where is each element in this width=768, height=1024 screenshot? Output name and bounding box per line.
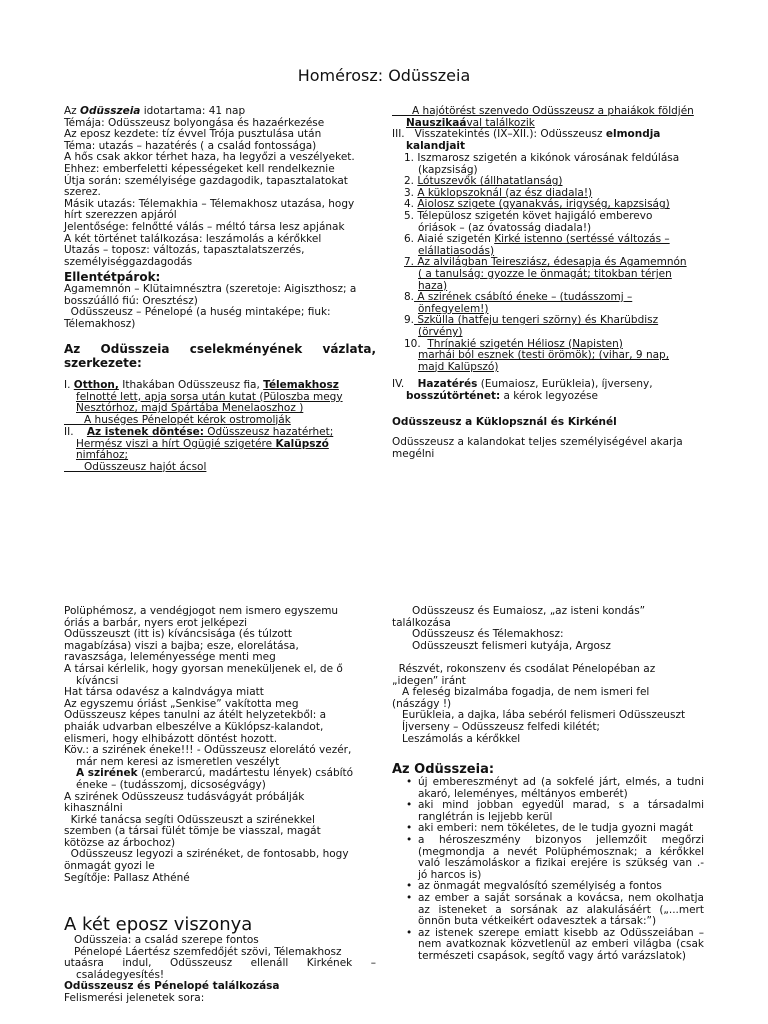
list-item-cont: majd Kalüpszó) — [418, 360, 499, 373]
col1-bottom-block — [64, 606, 353, 884]
list-item — [404, 292, 704, 304]
text-line: kötözse az árbochoz) — [64, 836, 176, 849]
text: Hermész viszi a hírt Ogügié szigetére — [76, 437, 276, 450]
text-line: A hős csak akkor térhet haza, ha legyőzi a veszélyeket. — [64, 151, 355, 164]
text-line: Nesztórhoz, majd Spártába Menelaoszhoz ) — [76, 402, 304, 415]
item-text: Aiolosz szigete (gyanakvás, irigység, kapzsiság) — [417, 198, 670, 211]
outline-number: I. — [64, 379, 71, 391]
text-line: A hajótörést szenvedo Odüsszeusz a phaiákok földjén — [392, 105, 694, 117]
item-number: 1. — [404, 152, 415, 164]
text-line: Odüsszeusz és Pénelopé találkozása — [64, 980, 280, 993]
list-item-cont: önfegyelem!) — [418, 302, 489, 315]
text-line: Odüsszeusz a kalandokat teljes személyiségével akarja — [392, 436, 683, 448]
text-line: felnotté lett, apja sorsa után kutat (Püloszba megy — [76, 390, 343, 403]
text-line: szemben (a társai fülét tömje be viasszal, magát — [64, 825, 321, 838]
text-line: Utazás – toposz: változás, tapasztalatszerzés, — [64, 244, 305, 257]
text-line: A két történet találkozása: leszámolás a kérőkkel — [64, 232, 322, 245]
text-line: már nem keresi az ismeretlen veszélyt — [76, 755, 280, 768]
text: (Eumaiosz, Eurükleia), íjverseny, — [477, 378, 653, 390]
text-line: Témája: Odüsszeusz bolyongása és hazaérkezése — [64, 116, 325, 129]
text-line: Odüsszeusz és Télemakhosz: — [392, 628, 564, 641]
outline-item-I — [64, 380, 343, 426]
text-line: ravaszsága, leleményessége menti meg — [64, 651, 276, 664]
text-line: hírt szerezzen apjáról — [64, 209, 177, 222]
text: Nauszikaá — [406, 116, 467, 129]
list-item-cont: elállatiasodás) — [418, 244, 495, 257]
item-text: Kirké istenno (sertéssé változás – — [494, 233, 670, 246]
text-line: találkozása — [392, 616, 451, 629]
text-line: személyiséggazdagodás — [64, 255, 193, 268]
text-line: nimfához; — [76, 449, 129, 462]
text: val találkozik — [466, 116, 535, 129]
text-line: Odüsszeuszt (itt is) kíváncsisága (és túlzott — [64, 628, 293, 641]
section-heading: Odüsszeusz a Küklopsznál és Kirkénél — [392, 416, 617, 428]
item-text: A szirének csábító éneke – (tudásszomj – — [414, 291, 633, 304]
text: Odüsszeusz hazatérhet; — [203, 426, 334, 438]
viszony-section — [64, 914, 376, 1005]
vazlat-section — [64, 342, 376, 370]
text-line: Agamemnón – Klütaimnésztra (szeretoje: Aigiszthosz; a — [64, 283, 357, 295]
outline-title: Hazatérés — [417, 378, 478, 390]
text-line: Másik utazás: Télemakhia – Télemakhosz utazása, hogy — [64, 197, 355, 210]
text-line: kalandjait — [406, 139, 466, 152]
list-item-cont: ( a tanulság: gyozze le önmagát; titokban térjen — [418, 267, 672, 280]
text-line: bosszúálló fiú: Oresztész) — [64, 294, 198, 307]
text-line: Részvét, rokonszenv és csodálat Pénelopéban az — [392, 662, 656, 675]
text: A szirének — [76, 767, 138, 780]
text: Kalüpszó — [275, 437, 329, 450]
ellentetparok-section — [64, 270, 356, 330]
section-heading: Az Odüsszeia cselekményének vázlata, — [64, 342, 376, 356]
outline-item-IV — [392, 379, 653, 402]
list-item: • az istenek szerepe emiatt kisebb az Odüsszeiában – nem avatkoznak közvetlenül az emberi világba (csak természeti csapások, segítő vagy ártó varázslatok) — [406, 928, 704, 963]
text-line: phaiák udvarban elbeszélve a Küklópsz-kalandot, — [64, 720, 324, 733]
col1-top-block — [64, 106, 355, 268]
text-line: Hat társa odavész a kalndvágya miatt — [64, 686, 264, 699]
list-item: • az ember a saját sorsának a kovácsa, nem okolhatja az isteneket a sorsának az alakulásáért („...mert önnön buta vétkeikért odavesztek a társak:”) — [406, 893, 704, 928]
kuklopsz-section — [392, 416, 683, 460]
text-line: A huséges Pénelopét kérok ostromolják — [64, 413, 291, 426]
list-item-cont: (kapzsiság) — [418, 163, 478, 176]
text-line: A feleség bizalmába fogadja, de nem ismeri fel — [392, 686, 650, 699]
list-item: • a héroszeszmény bizonyos jellemzőit megőrzi (megmondja a nevét Polüphémosznak; a kérőkkel való leszámoláskor a fizikai erejére is szükség van .- jó harcos is) — [406, 835, 704, 881]
outline-title: Az istenek döntése: — [86, 426, 204, 438]
outline-number: IV. — [392, 378, 405, 390]
text: elmondja — [605, 128, 661, 141]
text-line: családegyesítés! — [76, 968, 165, 981]
list-item-cont: marhái ból esznek (testi örömök); (vihar, 9 nap, — [418, 349, 670, 362]
text-line: A társai kérlelik, hogy gyorsan meneküljenek el, de ő — [64, 662, 343, 675]
text-line: (nászágy !) — [392, 697, 452, 710]
text-line: Téma: utazás – hazatérés ( a család fontossága) — [64, 139, 317, 152]
outline-title: Otthon, — [73, 379, 119, 391]
text: Visszatekintés (IX–XII.): Odüsszeusz — [414, 128, 606, 141]
section-heading: szerkezete: — [64, 356, 142, 370]
az-odusszeia-section — [392, 762, 704, 963]
list-item: • aki mind jobban egyedül marad, s a társadalmi ranglétrán is lejjebb kerül — [406, 800, 704, 823]
text: Télemakhosz — [263, 379, 339, 391]
text-line: megélni — [392, 447, 435, 460]
text: bosszútörténet: — [406, 389, 501, 402]
section-heading: Ellentétpárok: — [64, 270, 161, 284]
text-line: Ehhez: emberfeletti képességeket kell rendelkeznie — [64, 162, 335, 175]
text-line: Segítője: Pallasz Athéné — [64, 871, 190, 884]
item-number: 8. — [404, 291, 415, 304]
item-number: 6. — [404, 233, 415, 246]
text-line: magabízása) viszi a bajba; esze, elorelátása, — [64, 639, 299, 652]
text-line: Télemakhosz) — [64, 317, 136, 330]
text-line: kihasználni — [64, 802, 123, 815]
text-line: Eurükleia, a dajka, lába sebéról felismeri Odüsszeuszt — [392, 709, 686, 722]
text-line: Jelentősége: felnőtté válás – méltó társa lesz apjának — [64, 220, 345, 233]
item-text: Lótuszevők (állhatatlanság) — [417, 175, 563, 188]
list-item-cont: (örvény) — [418, 325, 463, 338]
text-line: szerez. — [64, 186, 101, 199]
text-line: Köv.: a szirének éneke!!! - Odüsszeusz elorelátó vezér, — [64, 744, 352, 757]
text-line: Leszámolás a kérőkkel — [392, 732, 521, 745]
text-line: Polüphémosz, a vendégjogot nem ismero egyszemu — [64, 605, 339, 617]
text-line: Útja során: személyisége gazdagodik, tapasztalatokat — [64, 174, 348, 187]
text-line: utaásra indul, Odüsszeusz ellenáll Kirkének – — [64, 957, 376, 970]
text-line: óriás a barbár, nyers erot jelképezi — [64, 616, 248, 629]
item-text: Aiaié szigetén — [414, 233, 495, 246]
list-item-cont: haza) — [418, 279, 448, 292]
text-line: Odüsszeusz képes tanulni az átélt helyzetekből: a — [64, 709, 327, 722]
section-heading: A két eposz viszonya — [64, 914, 253, 935]
item-number: 7. — [404, 256, 415, 269]
text-line: Odüsszeusz és Eumaiosz, „az isteni kondás” — [392, 605, 646, 617]
text-line: kíváncsi — [76, 674, 119, 687]
text-line: Odüsszeia: a család szerepe fontos — [64, 934, 259, 946]
item-number: 9. — [404, 314, 415, 327]
item-number: 4. — [404, 198, 415, 211]
page-title: Homérosz: Odüsszeia — [297, 66, 471, 85]
item-number: 10. — [404, 337, 421, 350]
text-line: Felismerési jelenetek sora: — [64, 991, 205, 1004]
text-line: Íjverseny – Odüsszeusz felfedi kilétét; — [392, 720, 600, 733]
item-text: Télepülosz szigetén követ hajigáló emberevo — [417, 209, 653, 222]
list-item — [404, 153, 704, 165]
outline-number: III. — [392, 128, 405, 141]
adventure-list — [404, 153, 704, 373]
list-item — [404, 211, 704, 223]
list-item: • az önmagát megvalósító személyiség a fontos — [406, 881, 704, 893]
text-line: Odüsszeuszt felismeri kutyája, Argosz — [392, 639, 611, 652]
text-line: önmagát gyozi le — [64, 860, 155, 873]
text-line: Pénelopé Láertész szemfedőjét szövi, Télemakhosz — [64, 945, 342, 958]
text-line: „idegen” iránt — [392, 674, 466, 687]
section-heading: Az Odüsszeia: — [392, 762, 495, 777]
col2-top-block — [392, 106, 694, 152]
text-line: elismeri, hogy elhibázott döntést hozott. — [64, 732, 278, 745]
text-line: Az eposz kezdete: tíz évvel Trója pusztulása után — [64, 128, 322, 141]
item-number: 5. — [404, 209, 415, 222]
text-line: Odüsszeusz – Pénelopé (a huség mintaképe; fiuk: — [64, 306, 331, 319]
text-line: Az egyszemu óriást „Senkise” vakította meg — [64, 697, 299, 710]
list-item-cont: óriások – (az óvatosság diadala!) — [418, 221, 592, 234]
bullet-list — [406, 777, 704, 963]
text: Ithakában Odüsszeusz fia, — [118, 379, 264, 391]
list-item: • új embereszményt ad (a sokfelé járt, elmés, a tudni akaró, leleményes, méltányos emberét) — [406, 777, 704, 800]
item-number: 3. — [404, 186, 415, 199]
list-item — [404, 234, 704, 246]
list-item: • aki emberi: nem tökéletes, de le tudja gyozni magát — [406, 823, 704, 835]
text-line: éneke – (tudásszomj, dicsoségvágy) — [76, 778, 266, 791]
text-line: Kirké tanácsa segíti Odüsszeuszt a szirénekkel — [64, 813, 315, 826]
text-line: Odüsszeusz legyozi a szirénéket, de fontosabb, hogy — [64, 848, 349, 861]
text-line: Az Odüsszeia idotartama: 41 nap — [64, 105, 246, 117]
text-line: Odüsszeusz hajót ácsol — [64, 460, 207, 473]
item-number: 2. — [404, 175, 415, 188]
item-text: Szkülla (hatfeju tengeri szörny) és Kharübdisz — [414, 314, 659, 327]
item-text: Iszmarosz szigetén a kikónok városának feldúlása — [417, 152, 680, 164]
item-text: Az alvilágban Teiresziász, édesapja és Agamemnón — [417, 256, 687, 269]
text: (emberarcú, madártestu lények) csábító — [137, 767, 354, 780]
item-text: A küklopszoknál (az ész diadala!) — [417, 186, 593, 199]
item-text: Thrínakié szigetén Héliosz (Napisten) — [427, 337, 623, 350]
col2-bottom-block — [392, 606, 685, 745]
outline-item-II — [64, 427, 333, 473]
outline-number: II. — [64, 426, 74, 438]
text-line: A szirének Odüsszeusz tudásvágyát próbálják — [64, 790, 305, 803]
text: a kérok legyozése — [500, 389, 598, 402]
